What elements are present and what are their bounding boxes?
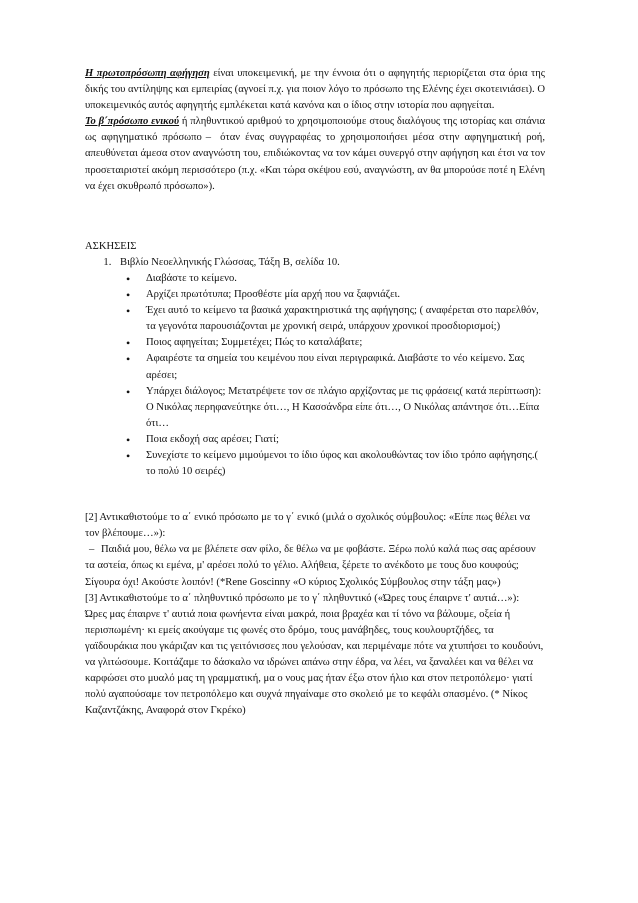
bullet-item: • Ποιος αφηγείται; Συμμετέχει; Πώς το καταλάβατε; (146, 335, 545, 351)
section-2-body-text: Παιδιά μου, θέλω να με βλέπετε σαν φίλο, δε θέλω να με φοβάστε. Ξέρω πολύ καλά πως σας αρέσουν τα αστεία, όπως κι εμένα, μ' αρέσει πολύ το γέλιο. Αλήθεια, ξέρετε το ανέκδοτο με τους δυο κουφούς; Σίγουρα όχι! Ακούστε λοιπόν! (*Rene Goscinny «Ο κύριος Σχολικός Σύμβουλος στην τάξη μας») (85, 544, 536, 588)
spacer (85, 480, 545, 510)
section-3-heading: [3] Αντικαθιστούμε το α΄ πληθυντικό πρόσωπο με το γ΄ πληθυντικό («Ώρες τους έπαιρνε τ' αυτιά…»): (85, 592, 520, 604)
spacer (85, 195, 545, 239)
section-2-heading: [2] Αντικαθιστούμε το α΄ ενικό πρόσωπο με το γ΄ ενικό (μιλά ο σχολικός σύμβουλος: «Είπε πως θέλει να τον βλέπουμε…»): (85, 512, 531, 540)
intro-paragraph-2 (85, 114, 545, 194)
bullet-item: • Ποια εκδοχή σας αρέσει; Γιατί; (146, 432, 545, 448)
section-2-body (85, 542, 545, 590)
second-person-term: Το β΄πρόσωπο ενικού (85, 116, 180, 128)
em-dash-glyph: – (205, 132, 212, 144)
exercise-bullets (120, 271, 545, 480)
bullet-item: • Υπάρχει διάλογος; Μετατρέψετε τον σε πλάγιο αρχίζοντας με τις φράσεις( κατά περίπτωση): Ο Νικόλας περηφανεύτηκε ότι…, Η Κασσάνδρα είπε ότι…, Ο Νικόλας απάντησε ότι…Είπα ότι… (146, 384, 545, 432)
intro-paragraph-2-text-a: ή πληθυντικού αριθμού το χρησιμοποιούμε στους διαλόγους της ιστορίας και σπάνια ως αφηγηματικό πρόσωπο (85, 116, 545, 144)
exercises-heading: ΑΣΚΗΣΕΙΣ (85, 240, 137, 252)
em-dash-glyph: – (89, 544, 95, 556)
first-person-term: Η πρωτοπρόσωπη αφήγηση (85, 68, 210, 79)
exercise-item-1-text: Βιβλίο Νεοελληνικής Γλώσσας, Τάξη Β, σελίδα 10. (120, 256, 340, 268)
intro-paragraph-2-text-b: όταν ένας συγγραφέας το χρησιμοποιήσει μέσα στην αφηγηματική ροή, απευθύνεται άμεσα στον αναγνώστη του, επιδιώκοντας να τον κάμει συνεργό στην αφήγηση και έτσι να τον προσεταιριστεί ακόμη περισσότερο (π.χ. «Και τώρα σκέψου εσύ, αναγνώστη, αν θα μπορούσε ποτέ η Ελένη να έχει σκυθρωπό πρόσωπο»). (85, 132, 546, 192)
bullet-item: • Έχει αυτό το κείμενο τα βασικά χαρακτηριστικά της αφήγησης; ( αναφέρεται στο παρελθόν, τα γεγονότα παρουσιάζονται με χρονική σειρά, υπάρχουν χρονικοί προσδιορισμοί;) (146, 303, 545, 335)
bullet-item: • Αρχίζει πρωτότυπα; Προσθέστε μία αρχή που να ξαφνιάζει. (146, 287, 545, 303)
intro-paragraph-1 (85, 66, 545, 114)
document-page (85, 66, 545, 719)
bullet-item: • Διαβάστε το κείμενο. (146, 271, 545, 287)
section-3-body: Ώρες μας έπαιρνε τ' αυτιά ποια φωνήεντα είναι μακρά, ποια βραχέα και τί τόνο να βάλουμε, οξεία ή περισπωμένη· κι εμείς ακούγαμε τις φωνές στο δρόμο, τους μανάβηδες, τους κουλουρτζήδες, τα γαϊδουράκια που γκάριζαν και τις γειτόνισσες που γελούσαν, και περιμέναμε πότε να χτυπήσει το κουδούνι, να γλιτώσουμε. Κοιτάζαμε το δάσκαλο να ιδρώνει απάνω στην έδρα, να λέει, να ξαναλέει και να θέλει να καρφώσει στο μυαλό μας τη γραμματική, μα ο νους μας ήταν έξω στον ήλιο και στον πετροπόλεμο· γιατί πολύ αγαπούσαμε τον πετροπόλεμο και συχνά πηγαίναμε στο σκολειό με το κεφάλι σπασμένο. (* Νίκος Καζαντζάκης, Αναφορά στον Γκρέκο) (85, 608, 544, 717)
intro-paragraph-1-text: είναι υποκειμενική, με την έννοια ότι ο αφηγητής περιορίζεται στα όρια της δικής του αντίληψης και εμπειρίας (αγνοεί π.χ. για ποιον λόγο το πρόσωπο της Ελένης έχει σκοτεινιάσει). Ο υποκειμενικός αυτός αφηγητής εμπλέκεται κατά κανόνα και ο ίδιος στην ιστορία που αφηγείται. (85, 68, 545, 112)
bullet-item: • Συνεχίστε το κείμενο μιμούμενοι το ίδιο ύφος και ακολουθώντας τον ίδιο τρόπο αφήγησης.( το πολύ 10 σειρές) (146, 448, 545, 480)
bullet-item: • Αφαιρέστε τα σημεία του κειμένου που είναι περιγραφικά. Διαβάστε το νέο κείμενο. Σας αρέσει; (146, 351, 545, 383)
exercises-list (85, 255, 545, 480)
exercise-item-1 (114, 255, 545, 480)
